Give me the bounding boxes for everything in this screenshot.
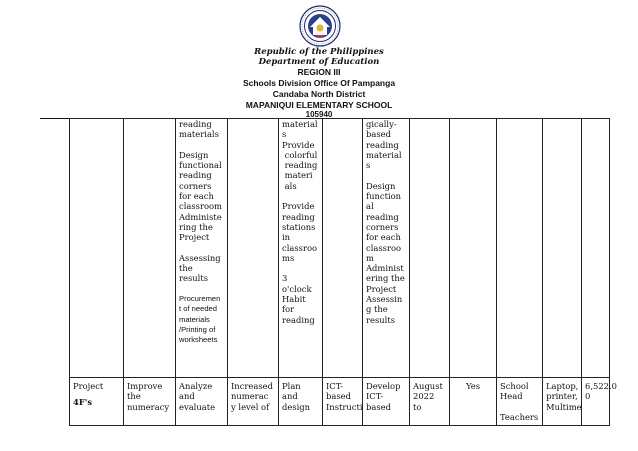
project-label: Project (73, 381, 104, 391)
district-line: Candaba North District (272, 89, 366, 99)
budget-line: 6,522.0 (585, 381, 617, 391)
cell-text-line: Assessin (366, 294, 403, 305)
cell-text-line: classroo (366, 242, 402, 253)
table-cell (450, 119, 497, 378)
cell-text-line (179, 284, 224, 294)
strategy-line: design (282, 401, 311, 412)
action-plan-table (69, 118, 617, 426)
strategy-cell (279, 378, 323, 426)
department-line: Department of Education (258, 57, 380, 67)
cell-text-line: corners (366, 221, 399, 232)
cell-text-line (366, 170, 406, 180)
project-name: 4F's (73, 397, 93, 408)
objective-line: Improve (127, 381, 163, 391)
timeline-cell (410, 378, 450, 426)
tasks-line: based (366, 401, 391, 412)
cell-text-line: for (282, 304, 295, 315)
persons-line (500, 402, 539, 412)
table-cell (363, 119, 410, 378)
cell-text-line: als (282, 180, 297, 191)
outcome-cell (228, 378, 279, 426)
timeline-line: 2022 (413, 391, 435, 402)
cell-text-line: Design (179, 149, 209, 160)
cell-text-line: Procuremen (179, 294, 221, 304)
strategy-line: and (282, 391, 298, 402)
cell-text-line: material (366, 149, 402, 160)
cell-text-line: t of needed (179, 304, 218, 314)
table-cell (176, 119, 228, 378)
cell-text-line: ring the (179, 221, 213, 232)
activity-line: and (179, 391, 195, 402)
cell-text-line: results (179, 273, 208, 284)
region-line: REGION III (297, 67, 341, 77)
cell-text-line: g the (366, 304, 388, 315)
cell-text-line: in (282, 232, 291, 243)
cell-text-line: material (282, 119, 318, 129)
cell-text-line: reading (282, 160, 318, 171)
cell-text-line: ering the (366, 273, 405, 284)
republic-line: Republic of the Philippines (254, 47, 384, 57)
cell-text-line: classroo (282, 242, 318, 253)
cell-text-line: stations (282, 221, 316, 232)
cell-text-line: ms (282, 252, 295, 263)
table-cell (279, 119, 323, 378)
status-cell: Yes (450, 378, 497, 426)
persons-line: School (500, 381, 529, 391)
school-name: MAPANIQUI ELEMENTARY SCHOOL (245, 100, 393, 110)
project-cell (70, 378, 124, 426)
cell-text-line (179, 243, 224, 253)
materials-line: printer, (546, 391, 578, 402)
cell-text-line: m (366, 252, 374, 263)
materials-cell (543, 378, 582, 426)
timeline-line: to (413, 401, 422, 412)
cell-text-line: colorful (282, 149, 318, 160)
table-cell (70, 119, 124, 378)
cell-text-line (179, 140, 224, 150)
table-row (70, 378, 610, 426)
persons-line: Teachers (500, 411, 539, 422)
budget-line: 0 (585, 391, 591, 402)
cell-text-line: Administ (366, 263, 404, 274)
outcome-line: numerac (231, 391, 269, 402)
tasks-line: Develop (366, 381, 401, 391)
cell-text-line: 3 (282, 273, 288, 284)
cell-text-line: Project (179, 232, 210, 243)
cell-text-line: gically- (366, 119, 397, 129)
tasks-cell (363, 378, 410, 426)
cell-text-line: Administe (179, 211, 222, 222)
table-cell (323, 119, 363, 378)
materials-line: Multime (546, 401, 582, 412)
persons-cell (497, 378, 543, 426)
cell-text-line: al (366, 201, 374, 212)
timeline-line: August (413, 381, 443, 391)
cell-text-line: for each (179, 191, 214, 202)
resources-line: based (326, 391, 351, 402)
cell-text-line: reading (179, 119, 212, 129)
division-line: Schools Division Office Of Pampanga (242, 78, 396, 88)
resources-line: ICT- (326, 381, 344, 391)
cell-text-line: Habit (282, 294, 306, 305)
cell-text-line: reading (282, 314, 315, 325)
objective-cell (124, 378, 176, 426)
cell-text-line: corners (179, 180, 212, 191)
table-cell (582, 119, 610, 378)
materials-line: Laptop, (546, 381, 579, 391)
objective-line: the (127, 391, 141, 402)
budget-cell (582, 378, 617, 426)
school-id: 105940 (305, 110, 333, 119)
cell-text-line: functional (179, 160, 222, 171)
cell-text-line: Design (366, 180, 396, 191)
cell-text-line: worksheets (179, 335, 218, 345)
cell-text-line: Assessing (179, 252, 221, 263)
cell-text-line: /Printing of (179, 324, 216, 334)
cell-text-line: the (179, 263, 193, 274)
activity-line: evaluate (179, 401, 216, 412)
cell-text-line (282, 263, 319, 273)
cell-text-line: Project (366, 283, 397, 294)
table-cell (228, 119, 279, 378)
cell-text-line: s (282, 129, 287, 140)
cell-text-line: o'clock (282, 283, 312, 294)
strategy-line: Plan (282, 381, 301, 391)
cell-text-line: materials (179, 129, 219, 140)
persons-line: Head (500, 391, 523, 402)
outcome-line: y level of (231, 401, 270, 412)
objective-line: numeracy (127, 401, 170, 412)
cell-text-line: based (366, 129, 391, 140)
cell-text-line: reading (282, 211, 315, 222)
cell-text-line: for each (366, 232, 401, 243)
cell-text-line: results (366, 314, 395, 325)
cell-text-line: s (366, 160, 371, 171)
cell-text-line: function (366, 191, 402, 202)
cell-text-line: reading (366, 211, 399, 222)
resources-cell (323, 378, 363, 426)
table-cell (543, 119, 582, 378)
table-row (70, 119, 610, 378)
deped-seal-icon (299, 5, 341, 47)
cell-text-line: materi (282, 170, 313, 181)
outcome-line: Increased (231, 381, 273, 391)
table-cell (124, 119, 176, 378)
activity-line: Analyze (179, 381, 213, 391)
tasks-line: ICT- (366, 391, 384, 402)
table-cell (497, 119, 543, 378)
cell-text-line: Provide (282, 201, 315, 212)
cell-text-line: reading (179, 170, 212, 181)
activity-cell (176, 378, 228, 426)
table-cell (410, 119, 450, 378)
cell-text-line: reading (366, 139, 399, 150)
cell-text-line: classroom (179, 201, 222, 212)
cell-text-line: materials (179, 314, 210, 324)
resources-line: Instructi (326, 401, 363, 412)
cell-text-line (282, 191, 319, 201)
cell-text-line: Provide (282, 139, 315, 150)
